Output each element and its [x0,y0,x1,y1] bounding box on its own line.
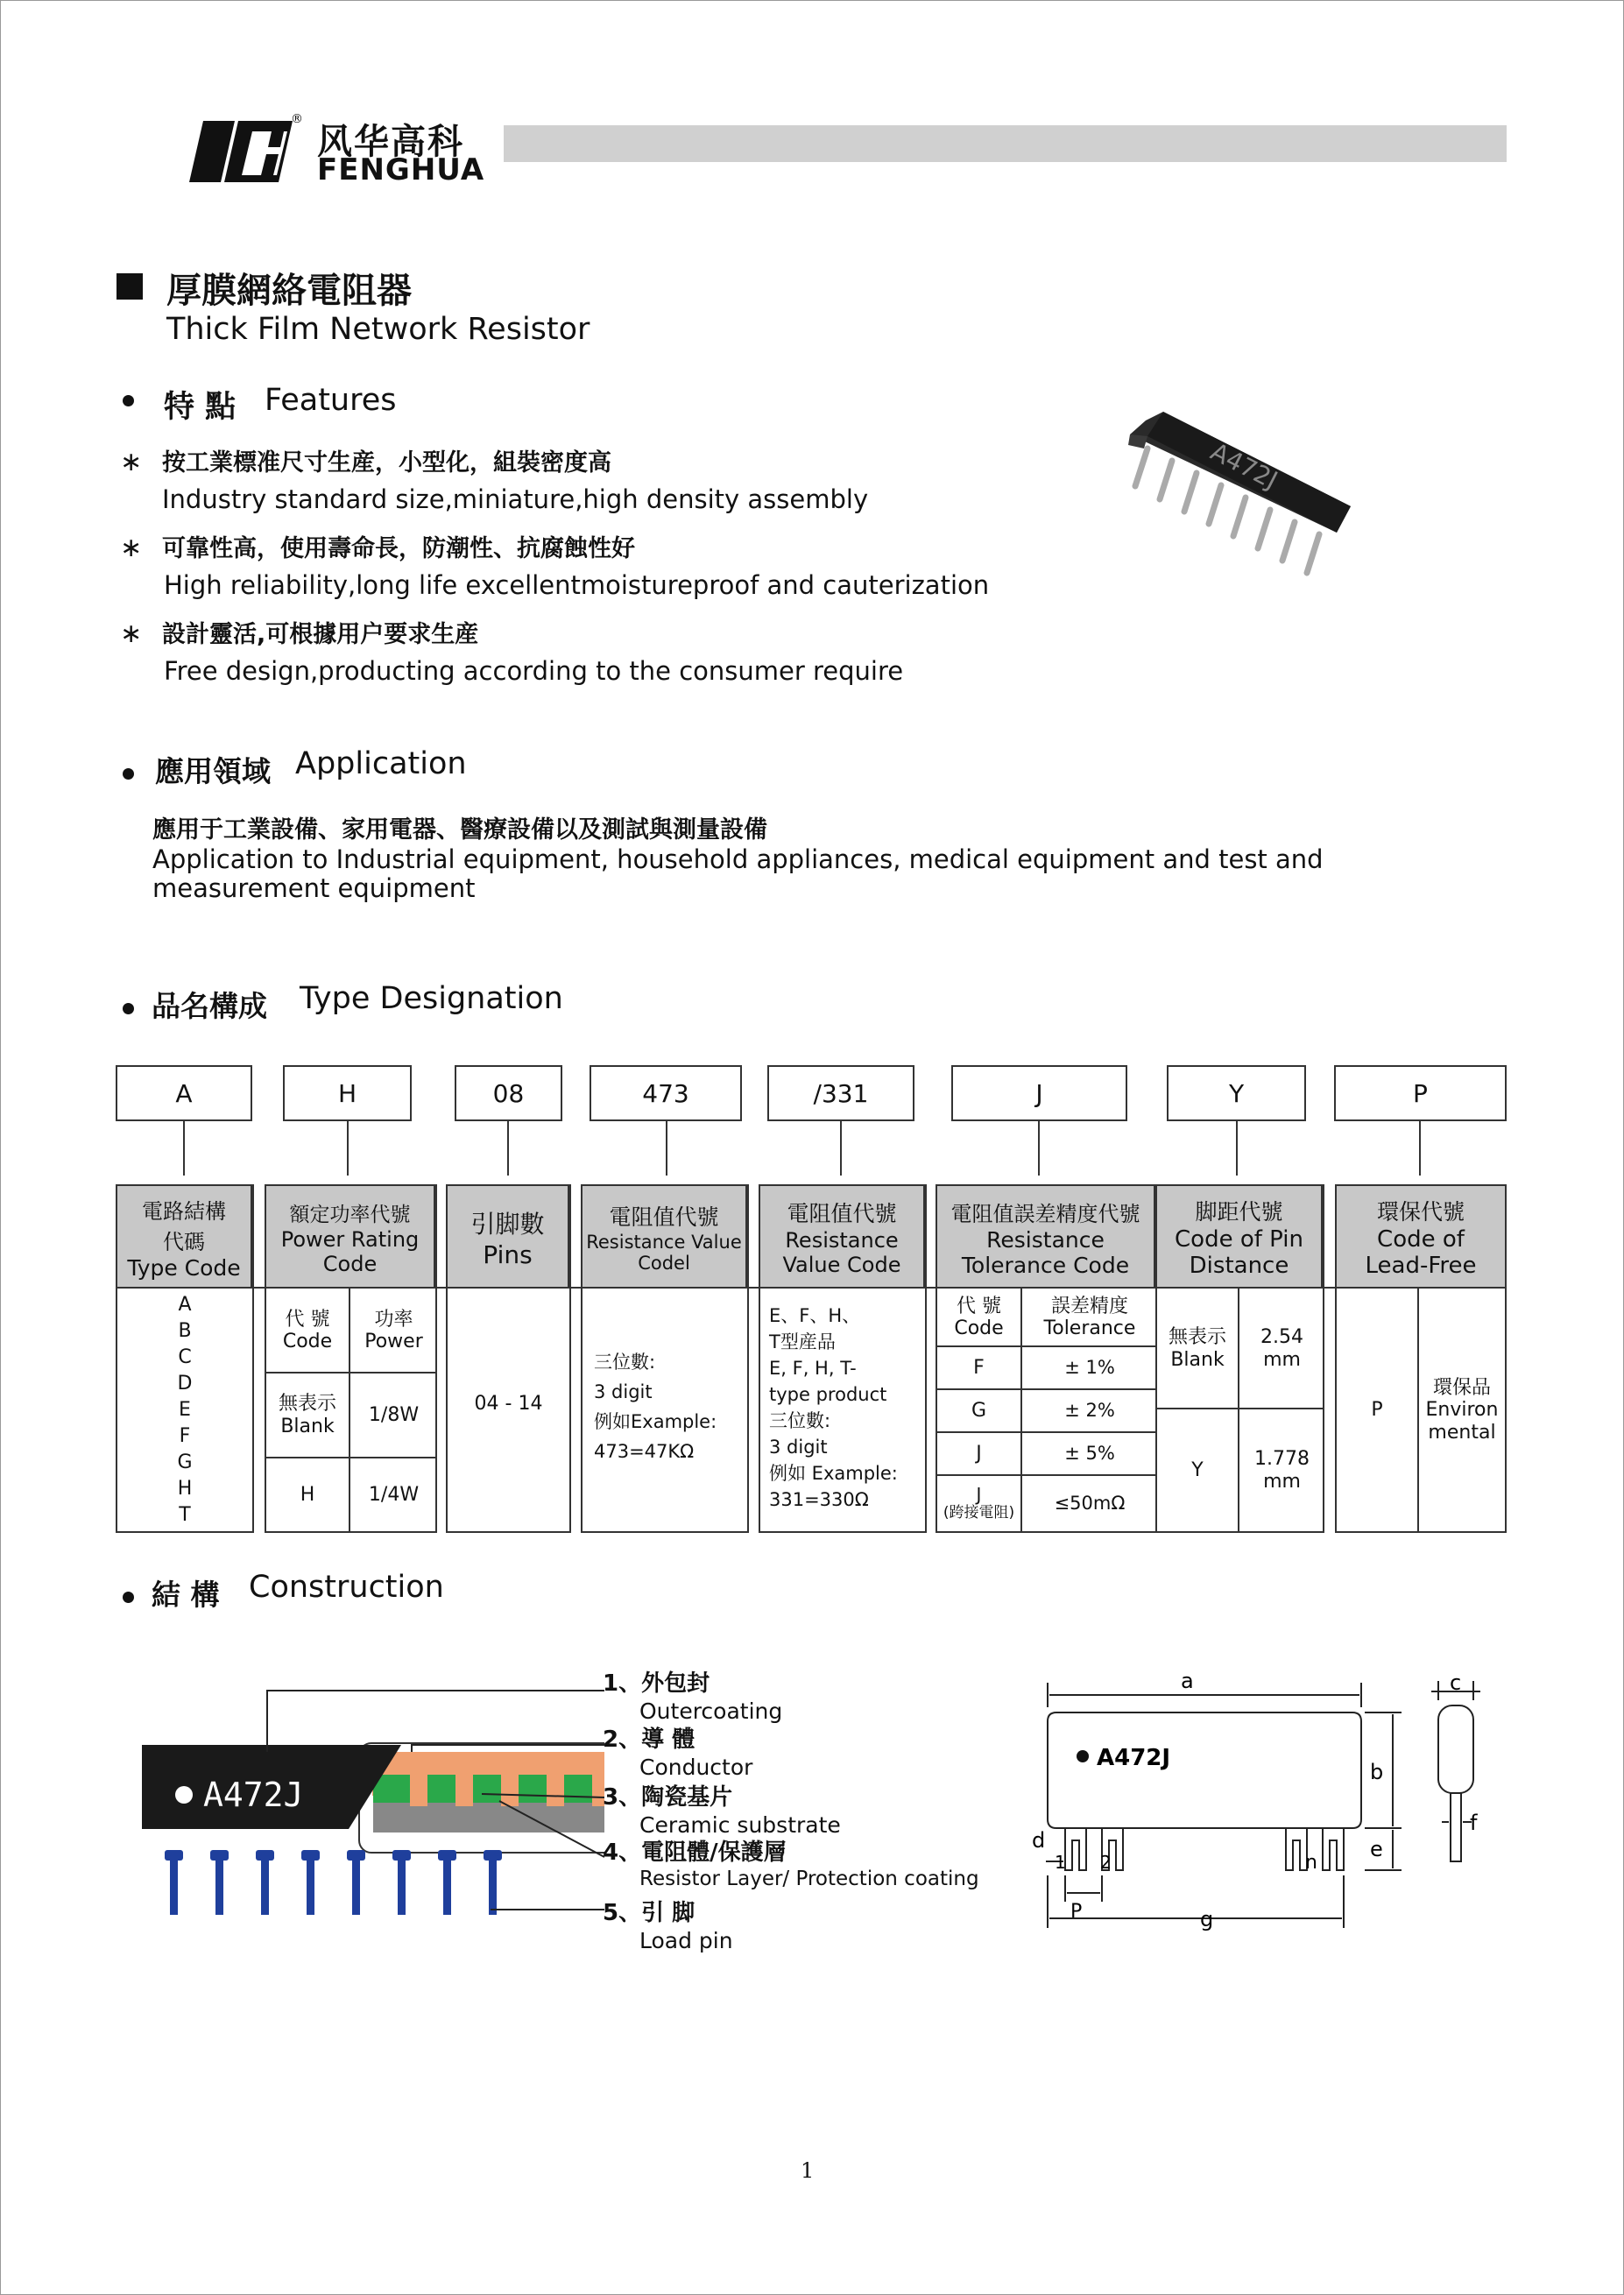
bullet-icon [123,1592,134,1603]
product-photo [1112,403,1358,604]
dim-label-2: 2 [1100,1852,1112,1873]
dim-label-f: f [1470,1811,1478,1835]
resistor-body [1048,1712,1361,1828]
power-value-2: 1/4W [368,1483,420,1506]
header-gray-bar [504,125,1507,162]
header-pins: 引脚數 Pins [448,1186,569,1288]
features-heading-cn: 特 點 [164,390,237,425]
fenghua-logo-icon [184,112,298,187]
construction-heading-en: Construction [249,1570,444,1605]
connector-line [1419,1121,1421,1176]
product-marking: A472J [1205,436,1282,495]
title-en: Thick Film Network Resistor [166,312,590,347]
construction-label-5: 5、引 脚 Load pin [603,1900,733,1953]
dim-label-a: a [1181,1669,1194,1693]
application-en-1: Application to Industrial equipment, household appliances, medical equipment and test and [152,844,1324,874]
construction-heading-cn: 結 構 [152,1578,220,1612]
pitch-value-2: 1.778 mm [1254,1448,1310,1493]
feature-3-en: Free design,producting according to the consumer require [164,656,904,686]
tol-value-f: ± 1% [1064,1357,1115,1379]
code-box-tolerance: J [951,1065,1127,1121]
type-heading-cn: 品名構成 [152,989,267,1023]
feature-1-en: Industry standard size,miniature,high density assembly [162,484,869,514]
header-power: 額定功率代號 Power Rating Code [266,1186,435,1288]
connector-line [183,1121,185,1176]
power-header-power: 功率 Power [364,1308,423,1352]
connector-line [507,1121,509,1176]
bullet-icon [123,395,134,406]
pitch-code-y: Y [1191,1458,1204,1481]
power-code-blank: 無表示 Blank [278,1393,336,1437]
construction-label-2: 2、導 體 Conductor [603,1727,753,1780]
dim-label-1: 1 [1055,1852,1066,1873]
page-number: 1 [801,2158,815,2183]
connector-line [1236,1121,1238,1176]
tol-header-tolerance: 誤差精度 Tolerance [1043,1295,1136,1339]
conductor-layer [373,1775,604,1806]
leadfree-code: P [1371,1399,1383,1422]
header-type-code: 電路結構 代碼 Type Code [117,1186,252,1288]
brand-cn: 风华高科 [317,122,464,162]
features-heading-en: Features [265,383,397,418]
leadfree-desc: 環保品 Environ mental [1425,1377,1499,1444]
tol-value-jumper: ≤50mΩ [1054,1493,1126,1515]
code-box-resistance: 473 [590,1065,742,1121]
application-heading-cn: 應用領域 [155,754,271,788]
construction-label-3: 3、陶瓷基片 Ceramic substrate [603,1784,841,1838]
type-codes-list: A B C D E F G H T [177,1294,193,1526]
code-box-pitch: Y [1167,1065,1306,1121]
tol-code-f: F [973,1356,985,1379]
code-box-power: H [283,1065,412,1121]
tol-code-g: G [971,1399,987,1422]
dim-chip-marking: A472J [1097,1745,1171,1771]
connector-line [840,1121,842,1176]
feature-3-cn: 設計靈活,可根據用户要求生産 [162,621,479,648]
tol-header-code: 代 號 Code [954,1295,1004,1339]
header-leadfree: 環保代號 Code of Lead-Free [1337,1186,1505,1288]
pitch-value-1: 2.54 mm [1260,1326,1303,1371]
tol-value-g: ± 2% [1064,1400,1115,1422]
asterisk-icon: ∗ [120,533,143,563]
connector-line [1038,1121,1040,1176]
construction-label-4: 4、電阻體/保護層 Resistor Layer/ Protection coating [603,1840,979,1890]
dim-label-d: d [1032,1828,1046,1853]
application-en-2: measurement equipment [152,873,476,903]
code-box-type: A [116,1065,252,1121]
tol-code-j: J [976,1442,982,1465]
feature-1-cn: 按工業標准尺寸生産，小型化，組裝密度高 [162,449,611,477]
power-value-1: 1/8W [368,1403,420,1426]
feature-2-en: High reliability,long life excellentmoistureproof and cauterization [164,570,990,600]
dim-label-c: c [1450,1670,1462,1695]
code-box-pins: 08 [455,1065,562,1121]
header-divider [116,1287,1507,1289]
pitch-code-blank: 無表示 Blank [1168,1326,1226,1371]
application-heading-en: Application [295,746,467,781]
pins-range: 04 - 14 [474,1393,543,1416]
dim-label-g: g [1200,1907,1214,1931]
connector-line [347,1121,349,1176]
header-resistance2: 電阻值代號 Resistance Value Code [760,1186,925,1288]
ceramic-layer [373,1803,604,1832]
dim-label-e: e [1370,1837,1383,1861]
dim-label-b: b [1370,1760,1384,1784]
code-box-leadfree: P [1334,1065,1507,1121]
res-value2-desc: E、F、H、 T型産品 E, F, H, T- type product 三位數: 3 digit 例如 Example: 331=330Ω [769,1305,898,1510]
registered-mark: ® [291,112,303,126]
header-pitch: 脚距代號 Code of Pin Distance [1157,1186,1323,1288]
type-heading-en: Type Designation [300,981,563,1016]
power-code-h: H [300,1483,315,1506]
construction-diagram [131,1664,604,1971]
bullet-icon [123,1003,134,1014]
res-value-desc: 三位數: 3 digit 例如Example: 473=47KΩ [594,1352,717,1462]
code-box-resistance2: /331 [767,1065,914,1121]
dim-label-n: n [1305,1852,1317,1874]
application-cn: 應用于工業設備、家用電器、醫療設備以及測試與測量設備 [152,816,767,844]
construction-label-1: 1、外包封 Outercoating [603,1670,783,1724]
power-header-code: 代 號 Code [282,1308,333,1352]
dimension-drawing [1016,1669,1507,1931]
asterisk-icon: ∗ [120,618,143,649]
dim-label-p: P [1070,1901,1083,1923]
header-tolerance: 電阻值誤差精度代號 Resistance Tolerance Code [937,1186,1155,1288]
chip-marking: A472J [203,1776,304,1814]
connector-line [666,1121,667,1176]
title-square-icon [117,273,143,300]
title-cn: 厚膜網絡電阻器 [166,271,412,311]
tol-code-jumper: J (跨接電阻) [943,1484,1015,1522]
tol-value-j: ± 5% [1064,1443,1115,1465]
bullet-icon [123,768,134,780]
header-resistance: 電阻值代號 Resistance Value Codel [583,1186,747,1288]
asterisk-icon: ∗ [120,447,143,477]
feature-2-cn: 可靠性高，使用壽命長，防潮性、抗腐蝕性好 [162,535,635,562]
brand-en: FENGHUA [317,152,485,187]
